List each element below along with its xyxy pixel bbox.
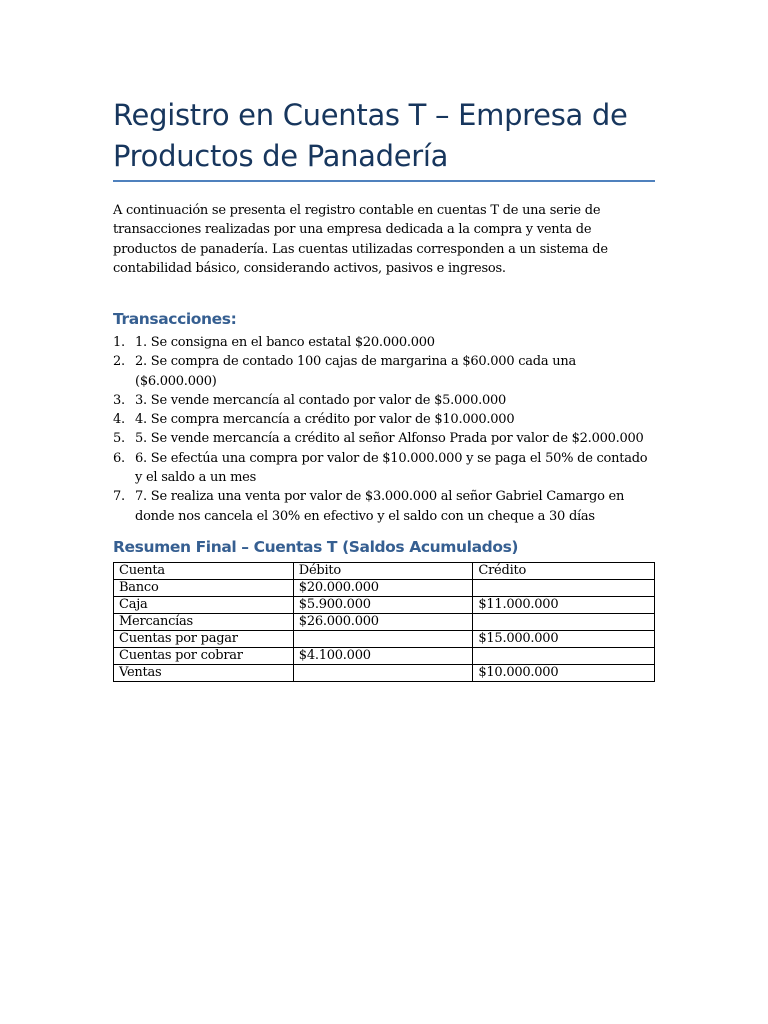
table-cell-debit: $20.000.000: [293, 580, 473, 597]
table-header-row: [114, 563, 655, 580]
list-item: [113, 449, 655, 488]
table-cell-credit: [473, 580, 655, 597]
column-header: Débito: [293, 563, 473, 580]
title-underline: [113, 180, 655, 182]
table-cell-account: Ventas: [114, 665, 294, 682]
table-row: [114, 631, 655, 648]
list-item-text: 7. Se realiza una venta por valor de $3.000.000 al señor Gabriel Camargo en donde nos cancela el 30% en efectivo y el saldo con un cheque a 30 días: [135, 489, 625, 524]
table-cell-account: Cuentas por cobrar: [114, 648, 294, 665]
list-item-number: 3.: [113, 392, 125, 408]
table-cell-debit: $26.000.000: [293, 614, 473, 631]
table-cell-debit: $4.100.000: [293, 648, 473, 665]
table-cell-credit: [473, 614, 655, 631]
list-item: [113, 410, 655, 429]
list-item-text: 6. Se efectúa una compra por valor de $10.000.000 y se paga el 50% de contado y el saldo a un mes: [135, 450, 648, 486]
list-item: [113, 333, 655, 352]
list-item-text: 1. Se consigna en el banco estatal $20.000.000: [135, 335, 435, 350]
table-cell-account: Banco: [114, 580, 294, 597]
list-item-text: 5. Se vende mercancía a crédito al señor Alfonso Prada por valor de $2.000.000: [135, 431, 644, 447]
table-row: [114, 580, 655, 597]
table-cell-credit: [473, 648, 655, 665]
list-item-number: 2.: [113, 354, 125, 370]
table-cell-credit: $11.000.000: [473, 597, 655, 614]
summary-heading: Resumen Final – Cuentas T (Saldos Acumulados): [113, 538, 519, 556]
table-cell-account: Cuentas por pagar: [114, 631, 294, 648]
list-item-number: 4.: [113, 412, 125, 428]
list-item-text: 4. Se compra mercancía a crédito por valor de $10.000.000: [135, 412, 515, 428]
list-item-number: 6.: [113, 450, 125, 466]
list-item: [113, 429, 655, 448]
table-row: [114, 597, 655, 614]
column-header: Cuenta: [114, 563, 294, 580]
table-row: [114, 614, 655, 631]
list-item: [113, 352, 655, 391]
table-row: [114, 665, 655, 682]
table-cell-debit: $5.900.000: [293, 597, 473, 614]
list-item-number: 7.: [113, 489, 125, 505]
table-row: [114, 648, 655, 665]
table-cell-credit: $10.000.000: [473, 665, 655, 682]
list-item: [113, 487, 655, 526]
table-cell-credit: $15.000.000: [473, 631, 655, 648]
transactions-list: [113, 333, 655, 526]
table-cell-debit: [293, 631, 473, 648]
list-item-text: 3. Se vende mercancía al contado por valor de $5.000.000: [135, 392, 507, 408]
list-item-number: 5.: [113, 431, 125, 447]
table-cell-account: Mercancías: [114, 614, 294, 631]
list-item-text: 2. Se compra de contado 100 cajas de margarina a $60.000 cada una ($6.000.000): [135, 354, 576, 389]
list-item-number: 1.: [113, 335, 125, 350]
document-title: Registro en Cuentas T – Empresa de Productos de Panadería: [113, 98, 628, 173]
intro-paragraph: A continuación se presenta el registro contable en cuentas T de una serie de transacciones realizadas por una empresa dedicada a la compra y venta de productos de panadería. Las cuentas utilizadas corresponden a un sistema de contabilidad básico, considerando activos, pasivos e ingresos.: [113, 203, 608, 276]
column-header: Crédito: [473, 563, 655, 580]
transactions-heading: Transacciones:: [113, 310, 237, 328]
table-cell-account: Caja: [114, 597, 294, 614]
list-item: [113, 391, 655, 410]
table-cell-debit: [293, 665, 473, 682]
summary-table: [113, 562, 655, 682]
